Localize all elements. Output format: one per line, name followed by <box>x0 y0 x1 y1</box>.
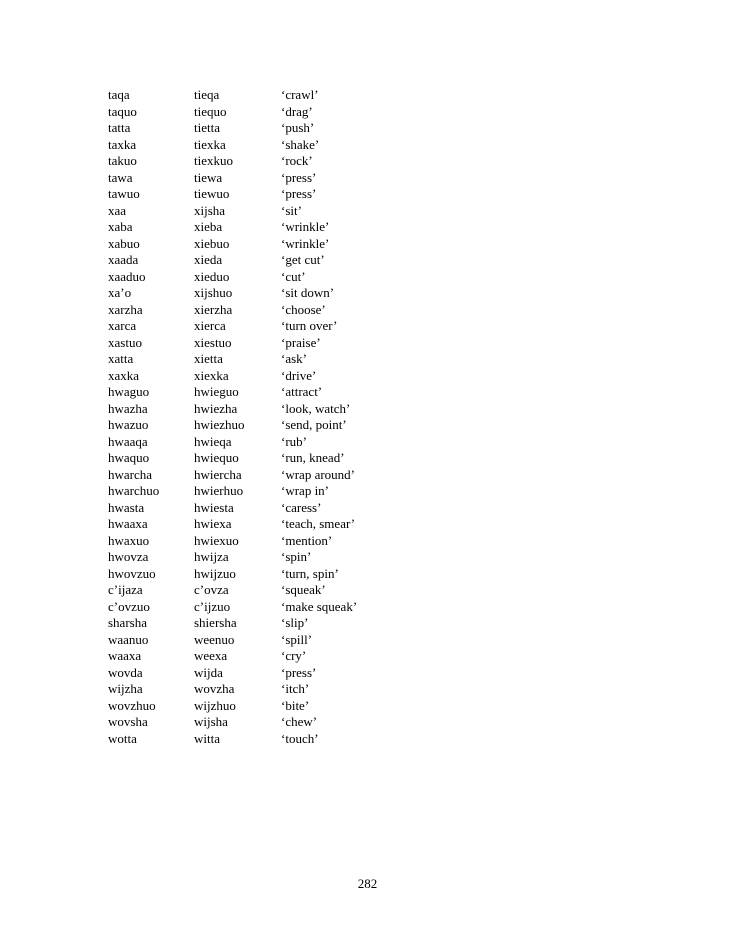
form-b-cell: xieba <box>194 219 223 234</box>
form-b-cell: xiexka <box>194 367 229 383</box>
form-a-cell: waaxa <box>108 648 142 663</box>
form-a-cell: hwasta <box>108 499 145 515</box>
form-b-cell: hwieqa <box>194 433 232 449</box>
form-b-cell: tietta <box>194 120 220 135</box>
word-row <box>108 731 431 748</box>
word-row <box>108 500 431 517</box>
gloss-cell: ‘wrap around’ <box>281 466 355 482</box>
form-a-cell: taqa <box>108 87 130 102</box>
form-a-cell: xatta <box>108 351 134 366</box>
word-row <box>108 153 431 170</box>
gloss-cell: ‘squeak’ <box>281 582 326 597</box>
word-row <box>108 203 431 220</box>
gloss-cell: ‘wrinkle’ <box>281 235 330 251</box>
word-row <box>108 87 431 104</box>
form-b-cell: hwiezhuo <box>194 417 245 432</box>
form-a-cell: c’ijaza <box>108 582 143 597</box>
gloss-cell: ‘rock’ <box>281 153 313 168</box>
form-a-cell: hwaquo <box>108 450 150 465</box>
gloss-cell: ‘cut’ <box>281 268 306 284</box>
word-row <box>108 599 431 616</box>
form-a-cell: hwazha <box>108 400 148 416</box>
form-b-cell: hwiexa <box>194 516 232 531</box>
word-list-body <box>108 87 431 747</box>
form-b-cell: tiexkuo <box>194 153 233 168</box>
gloss-cell: ‘sit’ <box>281 202 302 218</box>
form-a-cell: xaxka <box>108 367 140 383</box>
form-b-cell: tieqa <box>194 87 220 102</box>
form-b-cell: hwiercha <box>194 466 242 482</box>
word-row <box>108 302 431 319</box>
gloss-cell: ‘get cut’ <box>281 252 325 267</box>
form-b-cell: c’ovza <box>194 582 229 597</box>
gloss-cell: ‘itch’ <box>281 681 310 696</box>
gloss-cell: ‘shake’ <box>281 136 320 152</box>
form-b-cell: wovzha <box>194 681 235 696</box>
word-row <box>108 335 431 352</box>
word-row <box>108 648 431 665</box>
form-b-cell: tiewuo <box>194 186 230 201</box>
word-row <box>108 252 431 269</box>
form-a-cell: wotta <box>108 730 137 746</box>
form-a-cell: wovda <box>108 664 143 680</box>
form-b-cell: hwiesta <box>194 499 234 515</box>
form-b-cell: hwiequo <box>194 450 239 465</box>
form-a-cell: xastuo <box>108 334 142 350</box>
gloss-cell: ‘mention’ <box>281 532 333 548</box>
form-b-cell: hwijza <box>194 549 229 564</box>
form-a-cell: hwaaqa <box>108 433 148 449</box>
form-b-cell: xijsha <box>194 202 226 218</box>
form-a-cell: wovsha <box>108 714 148 729</box>
word-row <box>108 483 431 500</box>
gloss-cell: ‘sit down’ <box>281 285 335 300</box>
form-a-cell: xarzha <box>108 301 143 317</box>
word-row <box>108 236 431 253</box>
form-a-cell: xaada <box>108 252 139 267</box>
word-row <box>108 137 431 154</box>
form-b-cell: witta <box>194 730 220 746</box>
word-row <box>108 434 431 451</box>
form-b-cell: wijda <box>194 664 223 680</box>
gloss-cell: ‘turn, spin’ <box>281 565 339 581</box>
form-a-cell: waanuo <box>108 631 149 647</box>
form-a-cell: sharsha <box>108 615 147 630</box>
form-b-cell: shiersha <box>194 615 237 630</box>
form-a-cell: xa’o <box>108 285 132 300</box>
form-b-cell: xijshuo <box>194 285 233 300</box>
form-a-cell: xarca <box>108 318 137 333</box>
gloss-cell: ‘ask’ <box>281 351 307 366</box>
form-b-cell: weexa <box>194 648 228 663</box>
word-row <box>108 632 431 649</box>
word-row <box>108 170 431 187</box>
form-b-cell: hwiezha <box>194 400 238 416</box>
gloss-cell: ‘turn over’ <box>281 318 338 333</box>
word-row <box>108 269 431 286</box>
gloss-cell: ‘wrinkle’ <box>281 219 330 234</box>
gloss-cell: ‘make squeak’ <box>281 598 358 614</box>
word-row <box>108 516 431 533</box>
form-b-cell: hwieguo <box>194 384 239 399</box>
gloss-cell: ‘run, knead’ <box>281 450 345 465</box>
word-row <box>108 120 431 137</box>
form-b-cell: xierca <box>194 318 226 333</box>
word-row <box>108 582 431 599</box>
word-row <box>108 714 431 731</box>
form-b-cell: xieduo <box>194 268 230 284</box>
gloss-cell: ‘teach, smear’ <box>281 516 356 531</box>
word-row <box>108 186 431 203</box>
form-a-cell: wijzha <box>108 681 143 696</box>
gloss-cell: ‘chew’ <box>281 714 318 729</box>
page-number: 282 <box>357 876 378 891</box>
form-b-cell: hwierhuo <box>194 483 244 498</box>
form-b-cell: c’ijzuo <box>194 598 231 614</box>
word-row <box>108 401 431 418</box>
gloss-cell: ‘drive’ <box>281 367 317 383</box>
form-a-cell: hwaguo <box>108 384 150 399</box>
form-a-cell: hwazuo <box>108 417 149 432</box>
word-row <box>108 467 431 484</box>
form-b-cell: tiequo <box>194 103 227 119</box>
form-b-cell: wijsha <box>194 714 228 729</box>
gloss-cell: ‘send, point’ <box>281 417 347 432</box>
gloss-cell: ‘choose’ <box>281 301 326 317</box>
form-a-cell: hwarcha <box>108 466 153 482</box>
word-row <box>108 549 431 566</box>
form-a-cell: hwovzuo <box>108 565 156 581</box>
word-list-table <box>108 87 431 747</box>
form-a-cell: hwovza <box>108 549 149 564</box>
form-b-cell: wijzhuo <box>194 697 236 713</box>
gloss-cell: ‘press’ <box>281 664 317 680</box>
gloss-cell: ‘wrap in’ <box>281 483 330 498</box>
word-row <box>108 665 431 682</box>
word-row <box>108 384 431 401</box>
word-row <box>108 566 431 583</box>
word-row <box>108 450 431 467</box>
gloss-cell: ‘press’ <box>281 186 317 201</box>
word-row <box>108 698 431 715</box>
word-row <box>108 318 431 335</box>
word-row <box>108 368 431 385</box>
gloss-cell: ‘drag’ <box>281 103 313 119</box>
gloss-cell: ‘spill’ <box>281 631 313 647</box>
form-a-cell: xaa <box>108 202 127 218</box>
form-b-cell: xiestuo <box>194 334 232 350</box>
form-a-cell: hwaaxa <box>108 516 148 531</box>
form-b-cell: xietta <box>194 351 223 366</box>
word-row <box>108 533 431 550</box>
gloss-cell: ‘push’ <box>281 120 315 135</box>
form-b-cell: hwiexuo <box>194 532 239 548</box>
gloss-cell: ‘attract’ <box>281 384 323 399</box>
gloss-cell: ‘press’ <box>281 169 317 185</box>
form-a-cell: tawa <box>108 169 133 185</box>
word-row <box>108 219 431 236</box>
gloss-cell: ‘touch’ <box>281 730 319 746</box>
word-row <box>108 104 431 121</box>
word-row <box>108 681 431 698</box>
word-row <box>108 417 431 434</box>
gloss-cell: ‘look, watch’ <box>281 400 351 416</box>
gloss-cell: ‘cry’ <box>281 648 307 663</box>
gloss-cell: ‘crawl’ <box>281 87 319 102</box>
form-a-cell: xaba <box>108 219 133 234</box>
gloss-cell: ‘spin’ <box>281 549 312 564</box>
form-a-cell: hwarchuo <box>108 483 160 498</box>
form-a-cell: xaaduo <box>108 268 146 284</box>
form-b-cell: weenuo <box>194 631 235 647</box>
form-a-cell: tawuo <box>108 186 140 201</box>
form-b-cell: xiebuo <box>194 235 230 251</box>
form-a-cell: xabuo <box>108 235 140 251</box>
form-a-cell: taquo <box>108 103 137 119</box>
word-row <box>108 351 431 368</box>
gloss-cell: ‘praise’ <box>281 334 321 350</box>
form-a-cell: tatta <box>108 120 131 135</box>
form-b-cell: hwijzuo <box>194 565 236 581</box>
gloss-cell: ‘slip’ <box>281 615 309 630</box>
form-a-cell: hwaxuo <box>108 532 150 548</box>
form-b-cell: tiexka <box>194 136 226 152</box>
gloss-cell: ‘bite’ <box>281 697 310 713</box>
word-row <box>108 615 431 632</box>
form-a-cell: c’ovzuo <box>108 598 150 614</box>
form-b-cell: xieda <box>194 252 223 267</box>
gloss-cell: ‘rub’ <box>281 433 307 449</box>
form-a-cell: takuo <box>108 153 137 168</box>
form-a-cell: wovzhuo <box>108 697 156 713</box>
form-b-cell: tiewa <box>194 169 223 185</box>
form-b-cell: xierzha <box>194 301 233 317</box>
word-row <box>108 285 431 302</box>
form-a-cell: taxka <box>108 136 137 152</box>
gloss-cell: ‘caress’ <box>281 499 322 515</box>
